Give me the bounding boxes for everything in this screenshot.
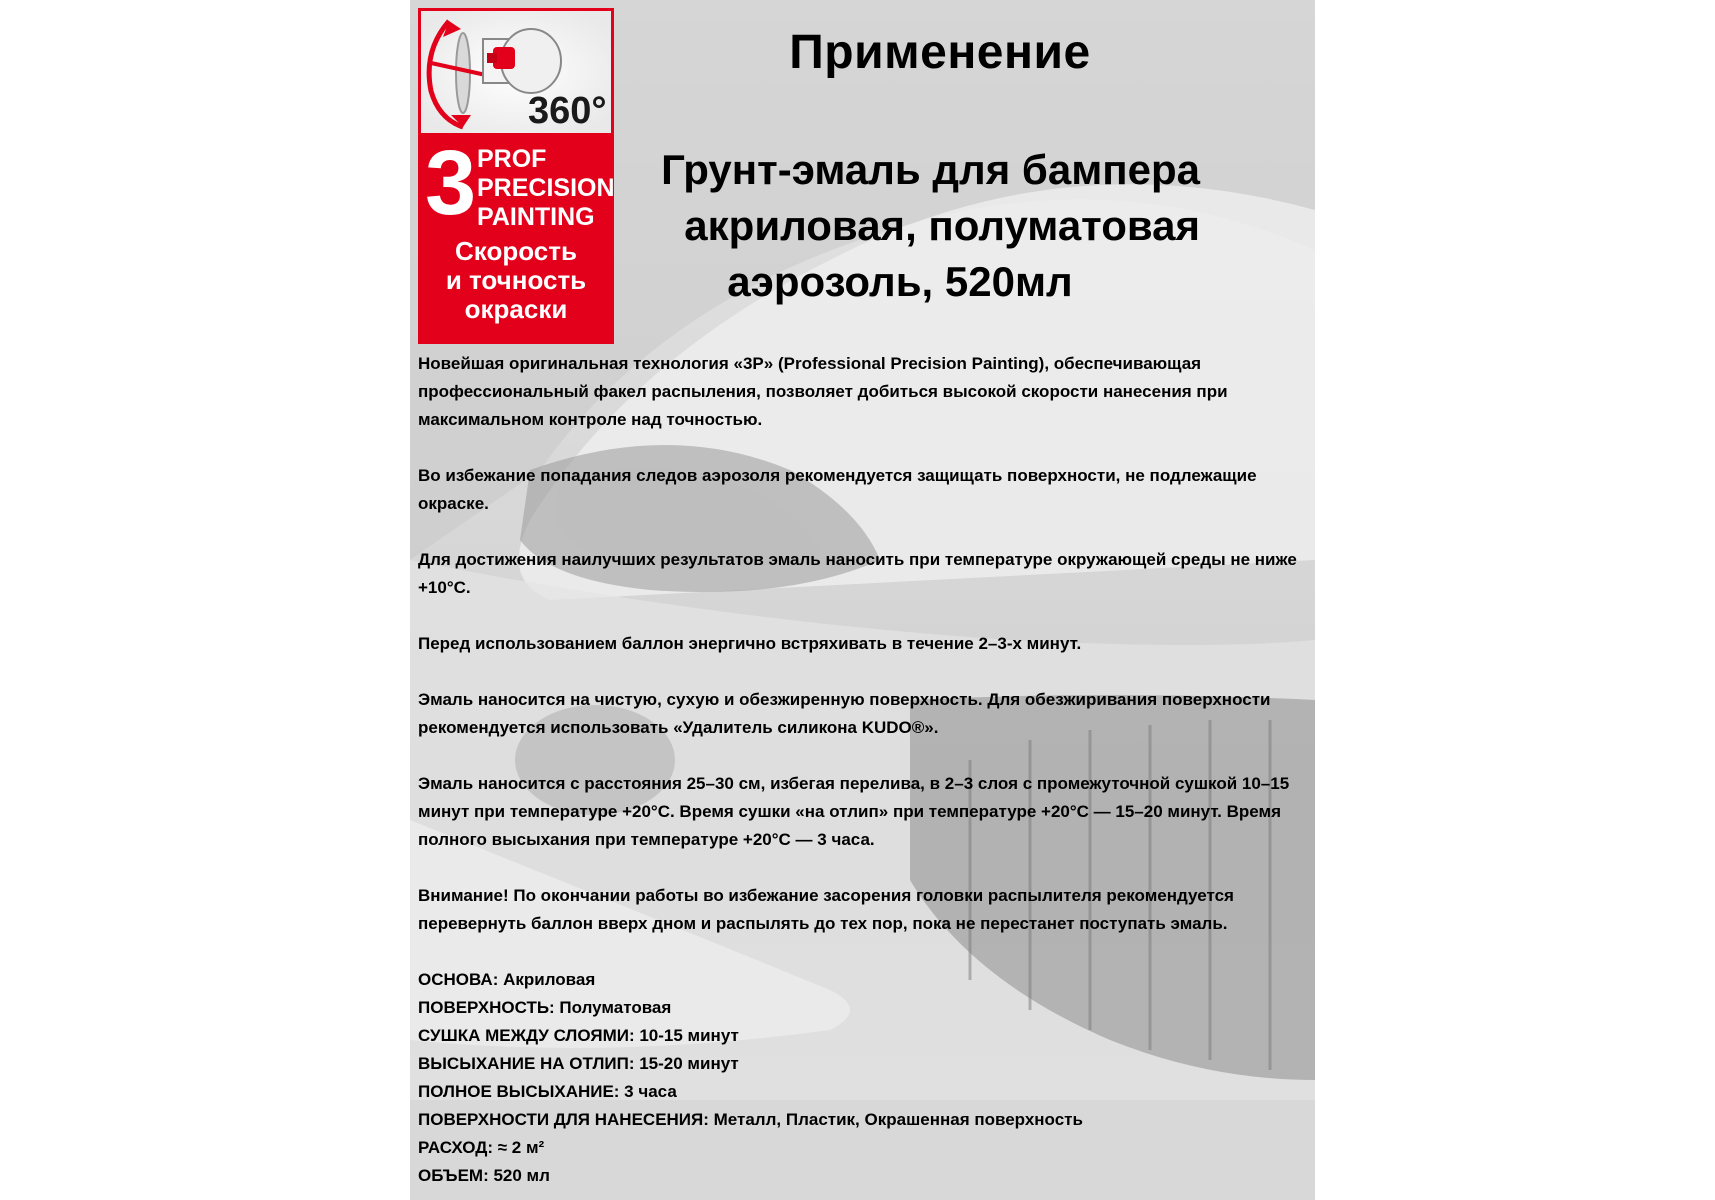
product-title-line: аэрозоль, 520мл bbox=[727, 258, 1073, 305]
logo-slogan-line: и точность bbox=[445, 265, 587, 295]
spec-item: ВЫСЫХАНИЕ НА ОТЛИП: 15-20 минут bbox=[418, 1054, 739, 1073]
spec-item: РАСХОД: ≈ 2 м² bbox=[418, 1138, 545, 1157]
logo-brand-line: PRECISION bbox=[477, 174, 615, 202]
logo-red-panel bbox=[421, 132, 615, 341]
logo-number: 3 bbox=[425, 132, 475, 234]
paragraph: Для достижения наилучших результатов эмаль наносить при температуре окружающей среды не ниже +10°С. bbox=[418, 550, 1297, 597]
paragraph: Эмаль наносится на чистую, сухую и обезжиренную поверхность. Для обезжиривания поверхности рекомендуется использовать «Удалитель силикона KUDO®». bbox=[418, 690, 1271, 737]
spec-item: ПОЛНОЕ ВЫСЫХАНИЕ: 3 часа bbox=[418, 1082, 677, 1101]
logo-brand-line: PAINTING bbox=[477, 203, 595, 231]
spec-item: ПОВЕРХНОСТЬ: Полуматовая bbox=[418, 998, 672, 1017]
instructions-text bbox=[418, 350, 1298, 1190]
logo-brand-line: PROF bbox=[477, 145, 547, 173]
spec-item: ПОВЕРХНОСТИ ДЛЯ НАНЕСЕНИЯ: Металл, Пластик, Окрашенная поверхность bbox=[418, 1110, 1083, 1129]
product-title-line: акриловая, полуматовая bbox=[684, 202, 1200, 249]
logo-brand-lines bbox=[477, 145, 615, 232]
spec-list bbox=[418, 966, 1298, 1190]
paragraph: Перед использованием баллон энергично встряхивать в течение 2–3-х минут. bbox=[418, 634, 1082, 653]
spec-item: ОБЪЕМ: 520 мл bbox=[418, 1166, 550, 1185]
paragraph: Внимание! По окончании работы во избежание засорения головки распылителя рекомендуется перевернуть баллон вверх дном и распылять до тех пор, пока не перестанет поступать эмаль. bbox=[418, 886, 1234, 933]
logo-slogan-line: Скорость bbox=[455, 236, 577, 266]
logo-slogan bbox=[421, 237, 611, 324]
product-title-line: Грунт-эмаль для бампера bbox=[661, 146, 1200, 193]
spec-item: СУШКА МЕЖДУ СЛОЯМИ: 10-15 минут bbox=[418, 1026, 739, 1045]
paragraph: Во избежание попадания следов аэрозоля рекомендуется защищать поверхности, не подлежащие окраске. bbox=[418, 466, 1257, 513]
page-title: Применение bbox=[789, 26, 1091, 79]
logo-slogan-line: окраски bbox=[464, 294, 568, 324]
paragraph: Эмаль наносится с расстояния 25–30 см, избегая перелива, в 2–3 слоя с промежуточной сушкой 10–15 минут при температуре +20°С. Время сушки «на отлип» при температуре +20°С — 15–20 минут. Время полного высыхания при температуре +20°С — 3 часа. bbox=[418, 774, 1290, 849]
brand-logo bbox=[418, 8, 614, 344]
product-title bbox=[600, 142, 1200, 310]
spec-item: ОСНОВА: Акриловая bbox=[418, 970, 596, 989]
logo-360-label: 360° bbox=[528, 90, 607, 132]
paragraph: Новейшая оригинальная технология «3Р» (Professional Precision Painting), обеспечивающая профессиональный факел распыления, позволяет добиться высокой скорости нанесения при максимальном контроле над точностью. bbox=[418, 354, 1228, 429]
